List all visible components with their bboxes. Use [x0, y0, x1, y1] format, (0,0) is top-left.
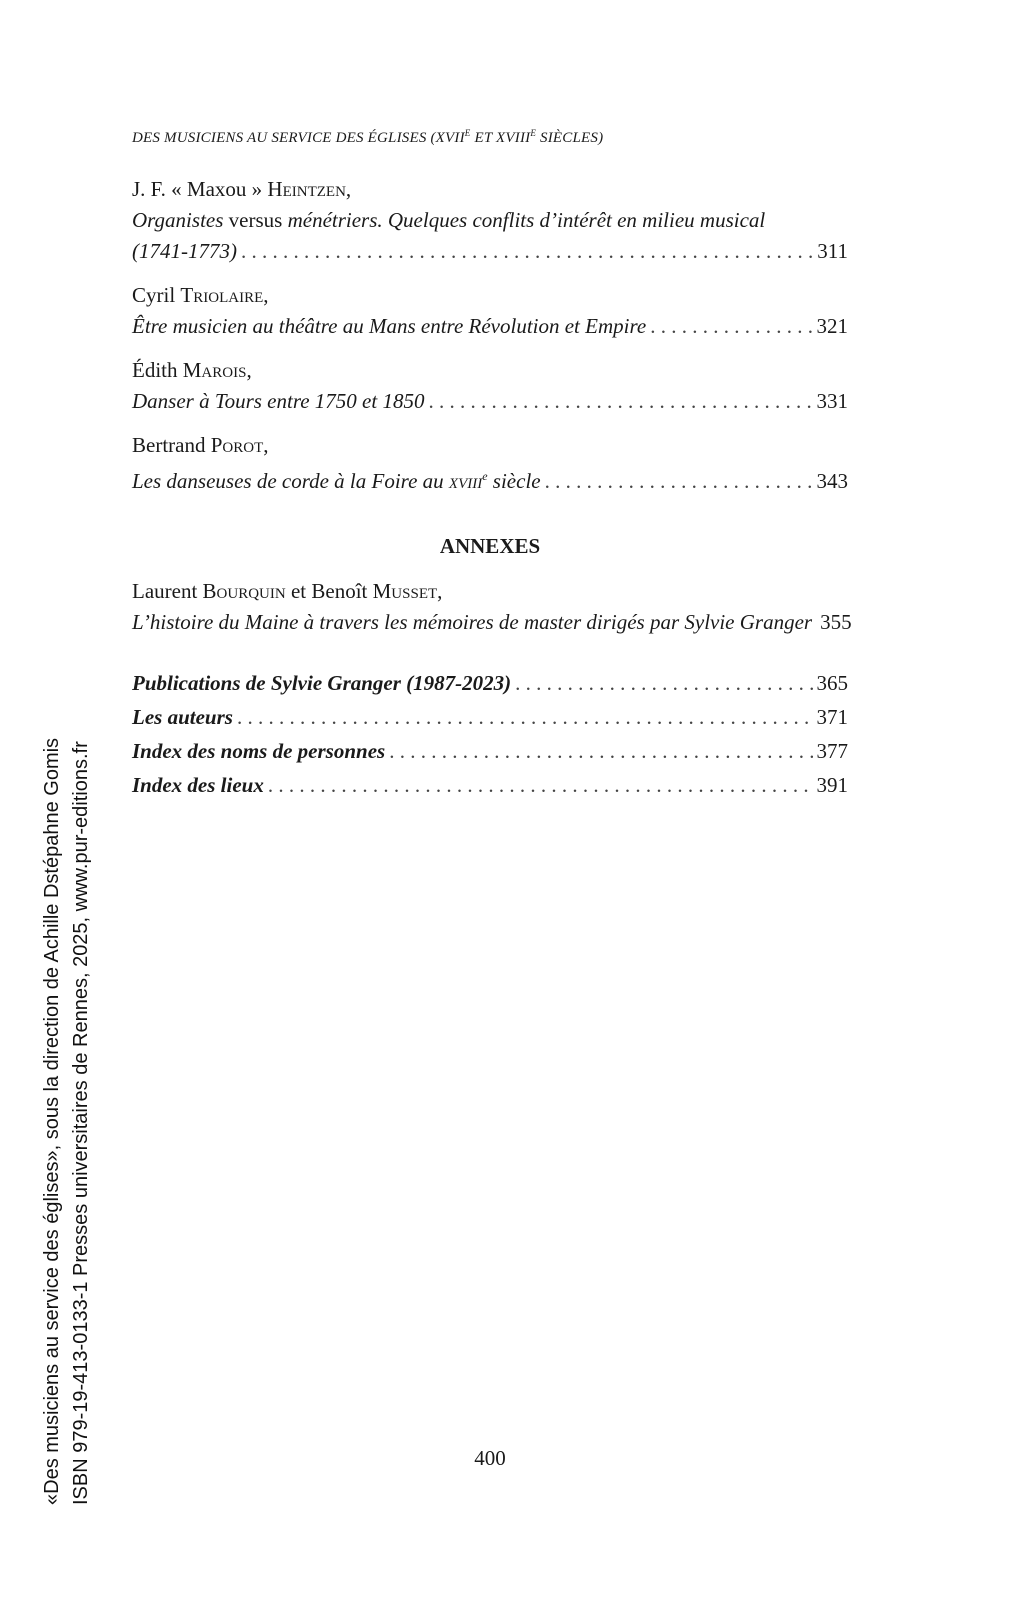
entry-leader-line	[132, 386, 848, 417]
dot-leader	[515, 668, 812, 699]
title-part: siècle	[487, 469, 541, 493]
author-suffix: ,	[345, 177, 352, 201]
entry-page-number: 355	[820, 610, 852, 634]
running-head-sup1: E	[464, 128, 471, 138]
entry-page-number: 321	[816, 314, 848, 338]
backmatter-item[interactable]	[132, 736, 848, 767]
entry-author	[132, 576, 848, 607]
side-note-line-1: «Des musiciens au service des églises», sous la direction de Achille Dstépahne Gomis	[41, 737, 63, 1505]
author-suffix: ,	[437, 579, 443, 603]
entry-page-number: 331	[816, 389, 848, 413]
entry-author	[132, 280, 848, 311]
entry-title: L’histoire du Maine à travers les mémoires de master dirigés par Sylvie Granger	[132, 610, 813, 634]
dot-leader	[650, 311, 812, 342]
author-surname: Marois	[182, 358, 247, 382]
title-part: ménétriers. Quelques conflits d’intérêt en milieu musical	[287, 208, 766, 232]
author-suffix: ,	[246, 358, 252, 382]
dot-leader	[389, 736, 812, 767]
running-head-part3: SIÈCLES)	[536, 130, 604, 146]
backmatter-title: Index des noms de personnes	[132, 739, 386, 763]
author-prefix: Bertrand	[132, 433, 211, 457]
entry-page-number: 311	[817, 239, 848, 263]
annexes-heading: ANNEXES	[439, 534, 541, 558]
entry-leader-line	[132, 236, 848, 267]
author-surname: Bourquin	[202, 579, 286, 603]
title-part: Les danseuses de corde à la Foire au	[132, 469, 449, 493]
entry-author	[132, 174, 848, 205]
entry-title: Être musicien au théâtre au Mans entre Révolution et Empire	[132, 314, 647, 338]
page-number: 400	[474, 1446, 506, 1470]
backmatter-page-number: 377	[816, 739, 848, 763]
backmatter-item[interactable]	[132, 668, 848, 699]
author-connector: et Benoît	[285, 579, 373, 603]
running-head	[132, 128, 603, 147]
author-prefix: J. F. « Maxou »	[132, 177, 268, 201]
backmatter-title: Index des lieux	[132, 773, 264, 797]
century-numeral: xviii	[448, 469, 483, 493]
backmatter-list	[132, 668, 848, 801]
dot-leader	[428, 386, 812, 417]
toc-entry-heintzen[interactable]	[132, 174, 848, 267]
century-superscript: e	[482, 469, 488, 483]
entry-author	[132, 430, 848, 461]
backmatter-page-number: 391	[816, 773, 848, 797]
running-head-sup2: E	[530, 128, 537, 138]
author-surname: Musset	[372, 579, 438, 603]
dot-leader	[545, 466, 813, 497]
author-prefix: Cyril	[132, 283, 181, 307]
toc-entry-porot[interactable]	[132, 430, 848, 497]
entry-title-line	[132, 205, 848, 236]
author-surname: Porot	[210, 433, 264, 457]
author-prefix: Laurent	[132, 579, 203, 603]
dot-leader	[237, 702, 813, 733]
running-head-part2: ET XVIII	[470, 130, 531, 146]
entry-title: Danser à Tours entre 1750 et 1850	[132, 389, 425, 413]
side-note-line-2: ISBN 979-19-413-0133-1 Presses universitaires de Rennes, 2025, www.pur-editions.fr	[70, 741, 92, 1505]
dot-leader	[268, 770, 813, 801]
running-head-part1: DES MUSICIENS AU SERVICE DES ÉGLISES (XVII	[132, 130, 465, 146]
entry-title-end: (1741-1773)	[132, 239, 237, 263]
backmatter-item[interactable]	[132, 770, 848, 801]
backmatter-page-number: 365	[816, 671, 848, 695]
title-part: Organistes	[132, 208, 224, 232]
entry-page-number: 343	[816, 469, 848, 493]
author-surname: Triolaire	[180, 283, 264, 307]
entry-author	[132, 355, 848, 386]
entry-title	[132, 461, 541, 497]
author-suffix: ,	[263, 433, 269, 457]
author-prefix: Édith	[132, 358, 183, 382]
backmatter-title: Les auteurs	[132, 705, 233, 729]
entry-leader-line	[132, 607, 852, 638]
title-part-upright: versus	[223, 208, 288, 232]
author-surname: Heintzen	[267, 177, 346, 201]
entry-leader-line	[132, 311, 848, 342]
author-suffix: ,	[263, 283, 269, 307]
table-of-contents	[132, 174, 852, 804]
backmatter-title: Publications de Sylvie Granger (1987-2023)	[132, 671, 512, 695]
entry-leader-line	[132, 461, 848, 497]
side-note	[38, 738, 96, 1505]
dot-leader	[241, 236, 813, 267]
toc-entry-triolaire[interactable]	[132, 280, 848, 342]
toc-entry-annexes[interactable]	[132, 576, 852, 638]
backmatter-page-number: 371	[816, 705, 848, 729]
toc-entry-marois[interactable]	[132, 355, 848, 417]
backmatter-item[interactable]	[132, 702, 848, 733]
